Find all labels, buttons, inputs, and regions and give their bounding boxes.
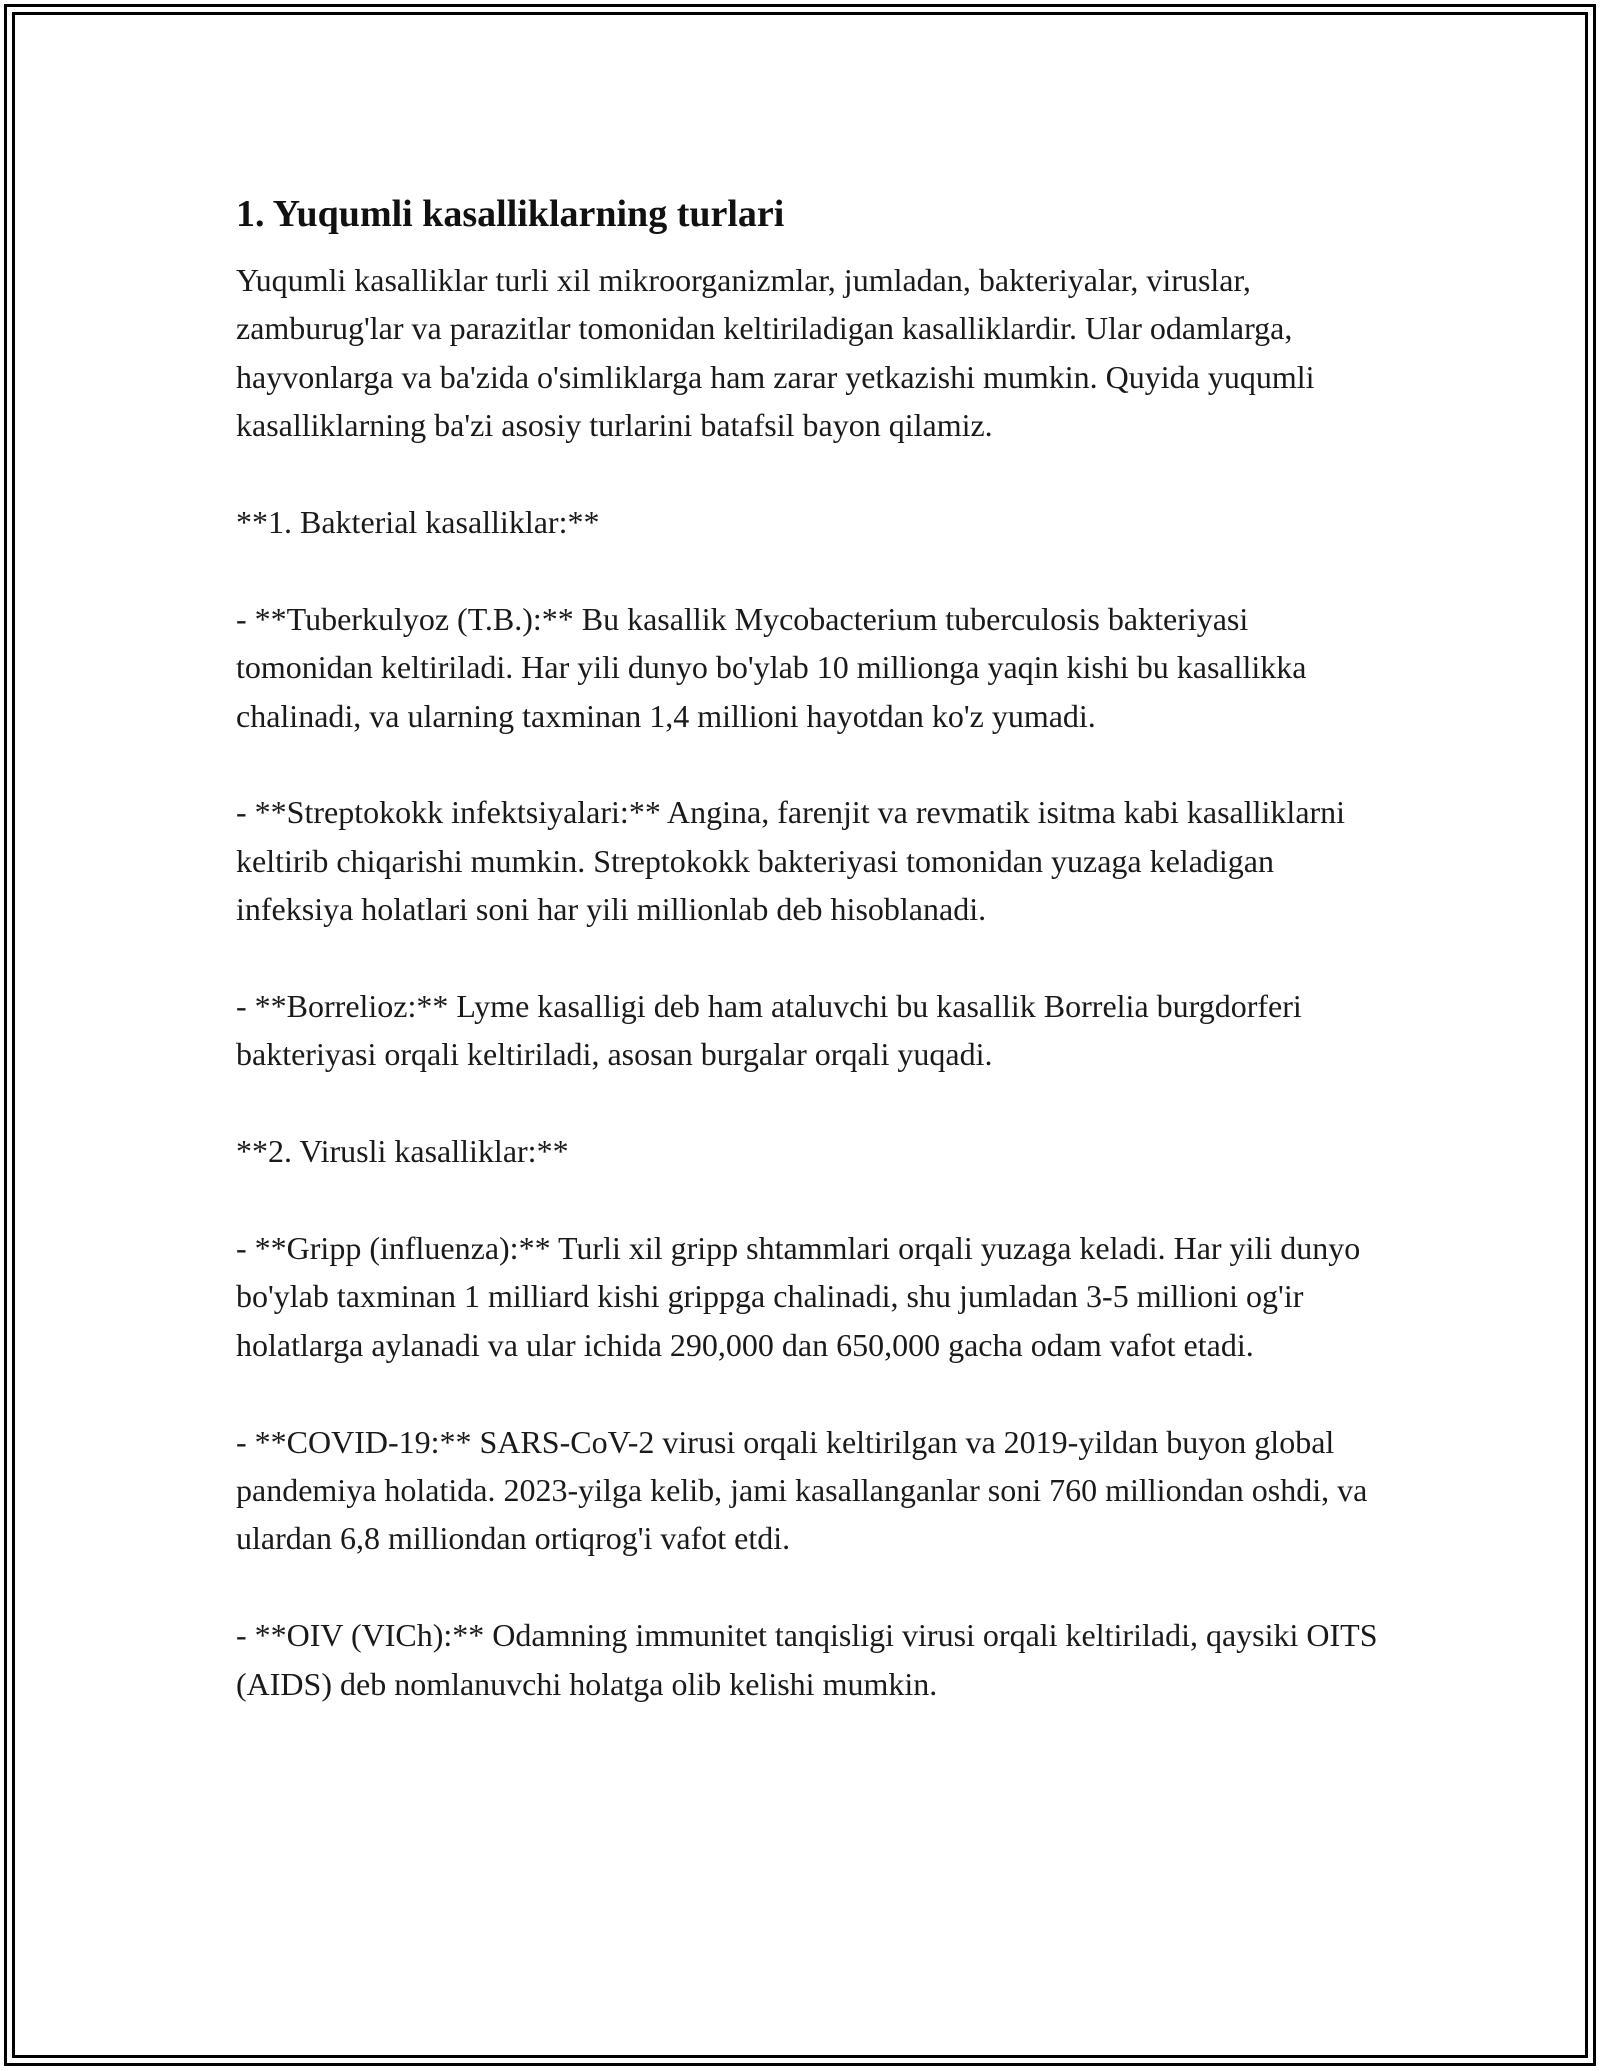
item-tuberculosis: - **Tuberkulyoz (T.B.):** Bu kasallik Mycobacterium tuberculosis bakteriyasi tomonidan keltiriladi. Har yili dunyo bo'ylab 10 millionga yaqin kishi bu kasallikka chalinadi, va ularning taxminan 1,4 millioni hayotdan ko'z yumadi. (236, 600, 1307, 734)
subheading-viral: **2. Virusli kasalliklar:** (236, 1133, 569, 1170)
item-borreliosis: - **Borrelioz:** Lyme kasalligi deb ham ataluvchi bu kasallik Borrelia burgdorferi bakteriyasi orqali keltiriladi, asosan burgalar orqali yuqadi. (236, 988, 1302, 1073)
intro-paragraph: Yuqumli kasalliklar turli xil mikroorganizmlar, jumladan, bakteriyalar, viruslar, zamburug'lar va parazitlar tomonidan keltiriladigan kasalliklardir. Ular odamlarga, hayvonlarga va ba'zida o'simliklarga ham zarar yetkazishi mumkin. Quyida yuqumli kasalliklarning ba'zi asosiy turlarini batafsil bayon qilamiz. (236, 262, 1315, 444)
subheading-bacterial: **1. Bakterial kasalliklar:** (236, 504, 600, 541)
item-hiv: - **OIV (VICh):** Odamning immunitet tanqisligi virusi orqali keltiriladi, qaysiki OITS (AIDS) deb nomlanuvchi holatga olib kelishi mumkin. (236, 1617, 1378, 1702)
section-title: 1. Yuqumli kasalliklarning turlari (236, 193, 785, 235)
item-influenza: - **Gripp (influenza):** Turli xil gripp shtammlari orqali yuzaga keladi. Har yili dunyo bo'ylab taxminan 1 milliard kishi grippga chalinadi, shu jumladan 3-5 millioni og'ir holatlarga aylanadi va ular ichida 290,000 dan 650,000 gacha odam vafot etadi. (236, 1230, 1361, 1363)
item-covid19: - **COVID-19:** SARS-CoV-2 virusi orqali keltirilgan va 2019-yildan buyon global pandemiya holatida. 2023-yilga kelib, jami kasallanganlar soni 760 milliondan oshdi, va ulardan 6,8 milliondan ortiqrog'i vafot etdi. (236, 1423, 1368, 1557)
item-streptococcal: - **Streptokokk infektsiyalari:** Angina, farenjit va revmatik isitma kabi kasalliklarni keltirib chiqarishi mumkin. Streptokokk bakteriyasi tomonidan yuzaga keladigan infeksiya holatlari soni har yili millionlab deb hisoblanadi. (236, 794, 1346, 928)
document-body (236, 186, 1386, 1708)
